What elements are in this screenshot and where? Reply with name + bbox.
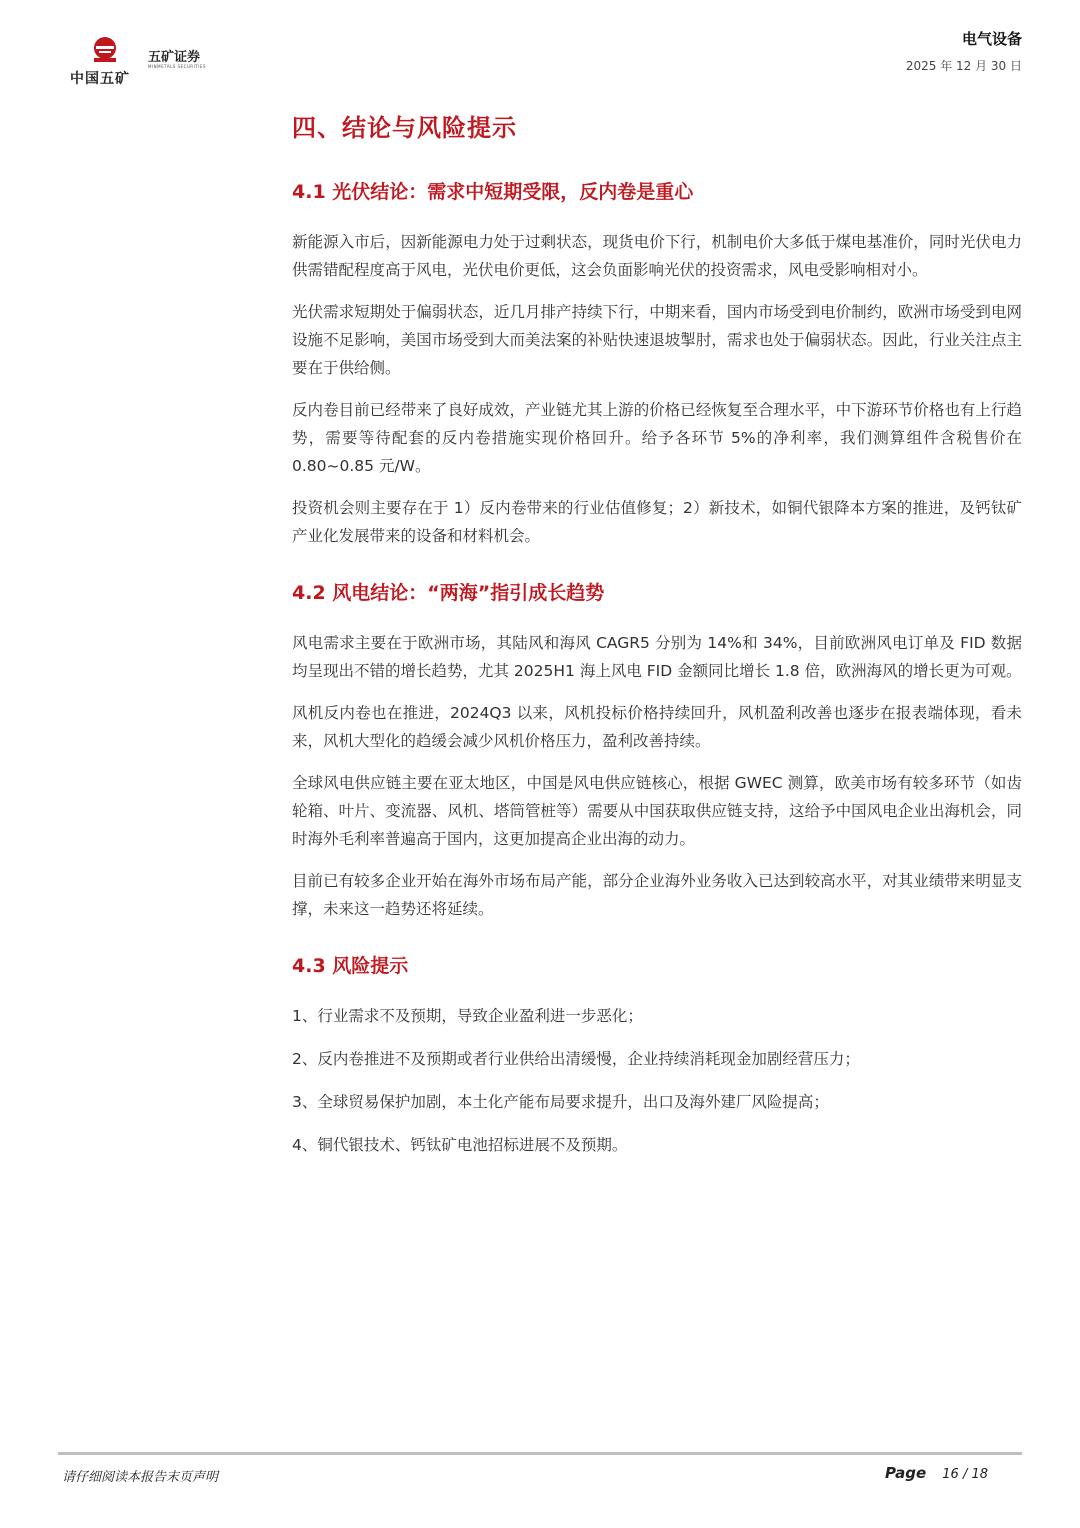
paragraph: 风机反内卷也在推进，2024Q3 以来，风机投标价格持续回升，风机盈利改善也逐步在报表端体现，看未来，风机大型化的趋缓会减少风机价格压力，盈利改善持续。 bbox=[292, 704, 1022, 750]
minmetals-emblem-icon bbox=[90, 36, 120, 64]
logo-group-name: 中国五矿 bbox=[70, 71, 130, 87]
company-logo bbox=[70, 36, 220, 88]
footer-disclaimer: 请仔细阅读本报告末页声明 bbox=[62, 1470, 219, 1485]
page-indicator bbox=[885, 1464, 988, 1482]
paragraph: 新能源入市后，因新能源电力处于过剩状态，现货电价下行，机制电价大多低于煤电基准价，同时光伏电力供需错配程度高于风电，光伏电价更低，这会负面影响光伏的投资需求，风电受影响相对小。 bbox=[292, 233, 1022, 279]
paragraph: 目前已有较多企业开始在海外市场布局产能，部分企业海外业务收入已达到较高水平，对其业绩带来明显支撑，未来这一趋势还将延续。 bbox=[292, 872, 1022, 918]
logo-company-name: 五矿证券 bbox=[148, 50, 201, 65]
report-body bbox=[292, 100, 1022, 1174]
subsection-title-risk: 4.3 风险提示 bbox=[292, 955, 409, 977]
section-title: 四、结论与风险提示 bbox=[292, 114, 517, 142]
paragraph: 投资机会则主要存在于 1）反内卷带来的行业估值修复；2）新技术，如铜代银降本方案的推进，及钙钛矿产业化发展带来的设备和材料机会。 bbox=[292, 499, 1022, 545]
header-meta bbox=[906, 28, 1022, 74]
risk-item: 1、行业需求不及预期，导致企业盈利进一步恶化； bbox=[292, 1007, 643, 1025]
paragraph: 反内卷目前已经带来了良好成效，产业链尤其上游的价格已经恢复至合理水平，中下游环节价格也有上行趋势，需要等待配套的反内卷措施实现价格回升。给予各环节 5%的净利率，我们测算组件含税售价在 0.80~0.85 元/W。 bbox=[292, 401, 1022, 475]
risk-item: 3、全球贸易保护加剧，本土化产能布局要求提升，出口及海外建厂风险提高； bbox=[292, 1093, 829, 1111]
page-number: 16 / 18 bbox=[942, 1467, 988, 1482]
report-date: 2025 年 12 月 30 日 bbox=[905, 59, 1022, 73]
risk-item: 2、反内卷推进不及预期或者行业供给出清缓慢，企业持续消耗现金加剧经营压力； bbox=[292, 1050, 860, 1068]
risk-item: 4、铜代银技术、钙钛矿电池招标进展不及预期。 bbox=[292, 1136, 628, 1154]
subsection-title-wind: 4.2 风电结论：“两海”指引成长趋势 bbox=[292, 582, 605, 604]
paragraph: 光伏需求短期处于偏弱状态，近几月排产持续下行，中期来看，国内市场受到电价制约，欧洲市场受到电网设施不足影响，美国市场受到大而美法案的补贴快速退坡掣肘，需求也处于偏弱状态。因此，行业关注点主要在于供给侧。 bbox=[292, 303, 1022, 377]
subsection-title-pv: 4.1 光伏结论：需求中短期受限，反内卷是重心 bbox=[292, 181, 694, 203]
page-label: Page bbox=[885, 1464, 927, 1482]
paragraph: 风电需求主要在于欧洲市场，其陆风和海风 CAGR5 分别为 14%和 34%，目前欧洲风电订单及 FID 数据均呈现出不错的增长趋势，尤其 2025H1 海上风电 FID 金额同比增长 1.8 倍，欧洲海风的增长更为可观。 bbox=[292, 634, 1022, 680]
logo-company-en: MINMETALS SECURITIES bbox=[148, 64, 206, 69]
footer-divider bbox=[58, 1452, 1022, 1455]
paragraph: 全球风电供应链主要在亚太地区，中国是风电供应链核心，根据 GWEC 测算，欧美市场有较多环节（如齿轮箱、叶片、变流器、风机、塔筒管桩等）需要从中国获取供应链支持，这给予中国风电企业出海机会，同时海外毛利率普遍高于国内，这更加提高企业出海的动力。 bbox=[292, 774, 1022, 848]
report-category: 电气设备 bbox=[961, 30, 1022, 48]
